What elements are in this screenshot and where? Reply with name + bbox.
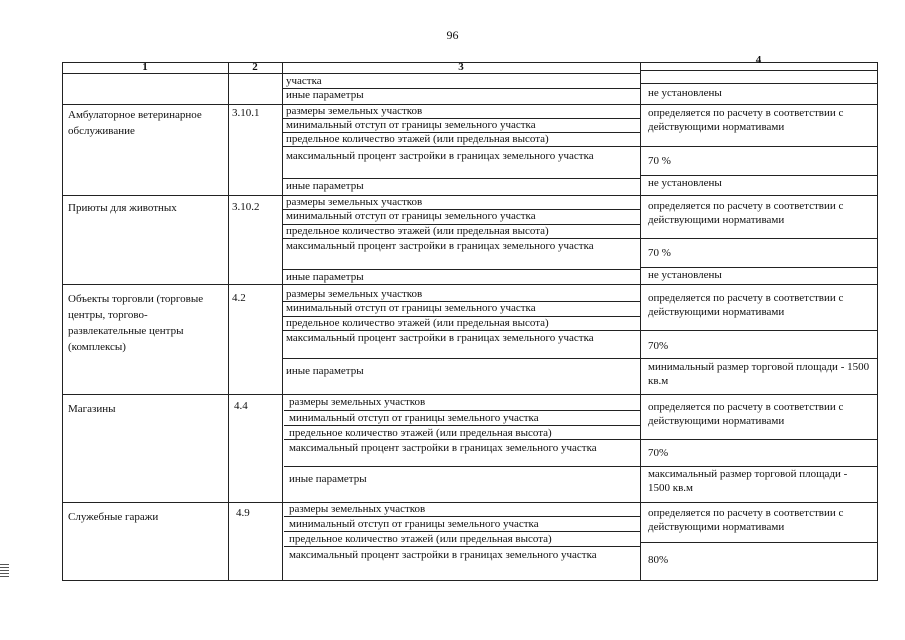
group-code: 3.10.2 [232, 201, 260, 213]
row-line [282, 178, 640, 179]
row-line [640, 238, 877, 239]
param-other: иные параметры [289, 473, 367, 485]
param-other: иные параметры [286, 180, 364, 192]
group-name: Служебные гаражи [68, 511, 159, 523]
group-code: 3.10.1 [232, 107, 260, 119]
value-calculated: определяется по расчету в соответствии с действующими нормативами [648, 107, 844, 133]
table-border-bottom [62, 580, 878, 581]
row-line [640, 542, 877, 543]
page-number: 96 [446, 28, 459, 42]
param-min-setback: минимальный отступ от границы земельного участка [286, 119, 536, 131]
param-max-floors: предельное количество этажей (или предельная высота) [289, 533, 552, 545]
group-name: Объекты торговли (торговые центры, торгово-развлекательные центры (комплексы) [68, 293, 204, 353]
value-calculated: определяется по расчету в соответствии с действующими нормативами [648, 401, 844, 427]
param-max-floors: предельное количество этажей (или предельная высота) [286, 225, 549, 237]
value-calculated: определяется по расчету в соответствии с действующими нормативами [648, 507, 844, 533]
value-other: не установлены [648, 269, 722, 281]
value-calculated: определяется по расчету в соответствии с действующими нормативами [648, 200, 844, 226]
header-bottom-line-col4 [640, 70, 877, 71]
value-other: минимальный размер торговой площади - 1500 кв.м [648, 361, 870, 387]
cont-value-2: не установлены [648, 87, 722, 99]
group-separator [62, 394, 878, 395]
param-max-coverage: максимальный процент застройки в границах земельного участка [289, 442, 597, 454]
scan-margin-mark [0, 564, 9, 578]
group-code: 4.2 [232, 292, 246, 304]
row-line [282, 238, 640, 239]
cont-param-1: участка [286, 75, 322, 87]
param-other: иные параметры [286, 365, 364, 377]
param-plot-size: размеры земельных участков [286, 288, 423, 300]
row-line [282, 358, 877, 359]
group-name: Магазины [68, 403, 116, 415]
group-name: Амбулаторное ветеринарное обслуживание [68, 109, 202, 137]
param-other: иные параметры [286, 271, 364, 283]
param-min-setback: минимальный отступ от границы земельного участка [289, 518, 539, 530]
param-plot-size: размеры земельных участков [289, 503, 426, 515]
row-line [640, 83, 877, 84]
row-line [284, 546, 640, 547]
group-code: 4.4 [234, 400, 248, 412]
param-max-coverage: максимальный процент застройки в границах земельного участка [286, 332, 594, 344]
param-plot-size: размеры земельных участков [286, 196, 423, 208]
row-line [284, 516, 640, 517]
header-col-1: 1 [142, 61, 148, 73]
group-name: Приюты для животных [68, 202, 177, 214]
regulations-table [62, 54, 878, 581]
value-coverage: 70 % [648, 247, 671, 259]
param-max-floors: предельное количество этажей (или предельная высота) [286, 317, 549, 329]
value-other: максимальный размер торговой площади - 1500 кв.м [648, 468, 848, 494]
column-divider-1-2 [228, 62, 229, 581]
value-other: не установлены [648, 177, 722, 189]
row-line [284, 425, 640, 426]
value-coverage: 70 % [648, 155, 671, 167]
column-divider-2-3 [282, 62, 283, 581]
header-col-3: 3 [458, 61, 464, 73]
row-line [640, 439, 877, 440]
param-max-floors: предельное количество этажей (или предельная высота) [289, 427, 552, 439]
header-col-2: 2 [252, 61, 258, 73]
param-max-coverage: максимальный процент застройки в границах земельного участка [289, 549, 597, 561]
row-line [282, 330, 640, 331]
group-code: 4.9 [236, 507, 250, 519]
row-line [284, 410, 640, 411]
param-max-floors: предельное количество этажей (или предельная высота) [286, 133, 549, 145]
row-line [284, 531, 640, 532]
header-bottom-line [62, 73, 640, 74]
value-coverage: 80% [648, 554, 669, 566]
param-max-coverage: максимальный процент застройки в границах земельного участка [286, 240, 594, 252]
value-coverage: 70% [648, 340, 669, 352]
row-line [282, 146, 640, 147]
param-min-setback: минимальный отступ от границы земельного участка [286, 210, 536, 222]
param-max-coverage: максимальный процент застройки в границах земельного участка [286, 150, 594, 162]
param-min-setback: минимальный отступ от границы земельного участка [286, 302, 536, 314]
param-plot-size: размеры земельных участков [289, 396, 426, 408]
row-line [282, 269, 640, 270]
row-line [284, 439, 640, 440]
value-coverage: 70% [648, 447, 669, 459]
header-col-4: 4 [755, 54, 762, 66]
param-plot-size: размеры земельных участков [286, 105, 423, 117]
group-separator [62, 284, 878, 285]
row-line [640, 146, 877, 147]
row-line [640, 330, 877, 331]
column-divider-3-4 [640, 62, 641, 581]
value-calculated: определяется по расчету в соответствии с действующими нормативами [648, 292, 844, 318]
param-min-setback: минимальный отступ от границы земельного участка [289, 412, 539, 424]
table-border-left [62, 62, 63, 581]
table-border-right [877, 62, 878, 581]
cont-param-2: иные параметры [286, 89, 364, 101]
